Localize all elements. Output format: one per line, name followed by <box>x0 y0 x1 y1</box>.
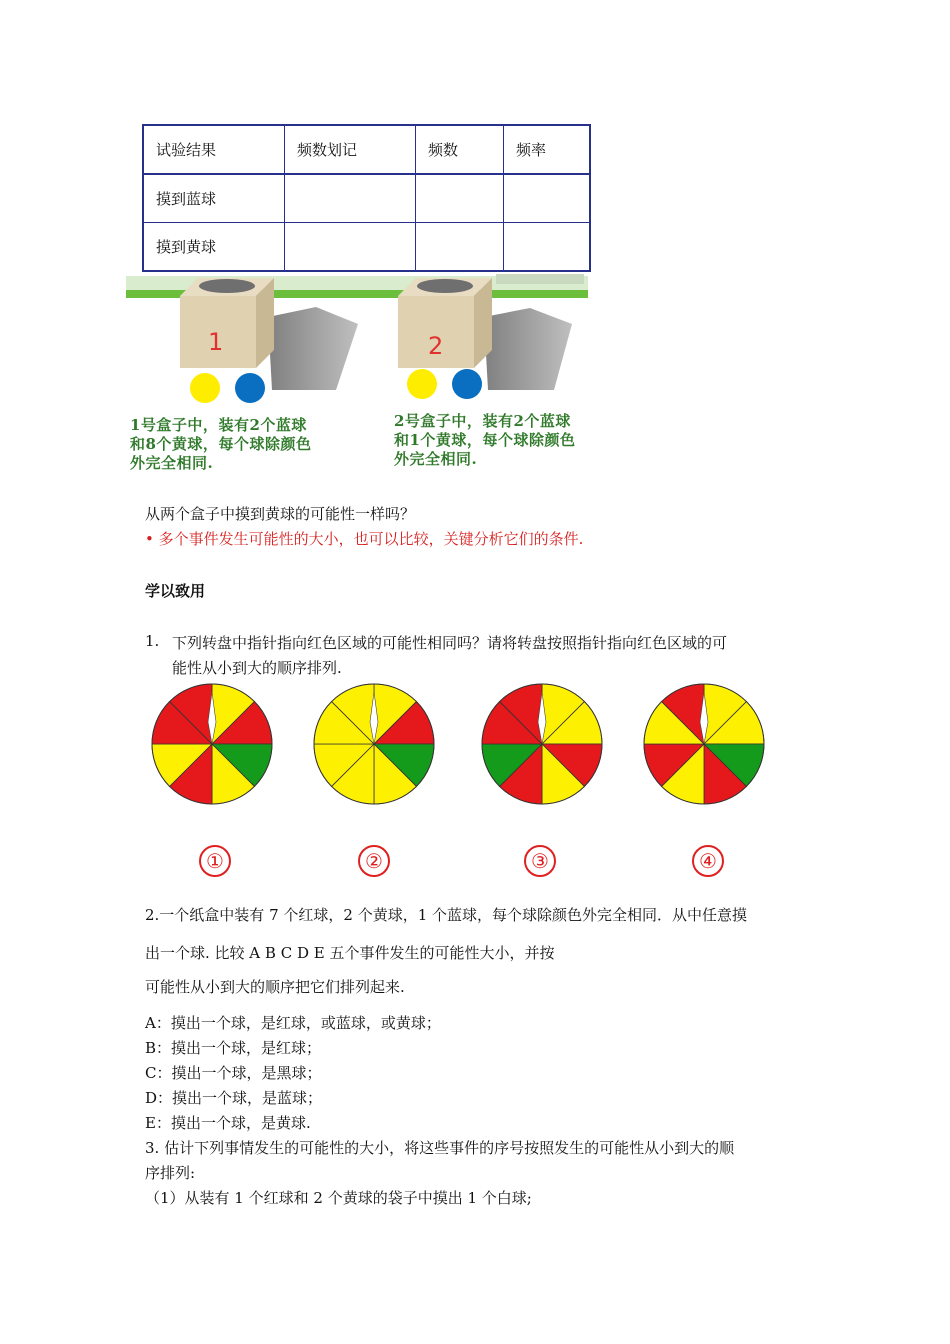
q3-line2: 序排列: <box>145 1164 196 1182</box>
q3-item1: （1）从装有 1 个红球和 2 个黄球的袋子中摸出 1 个白球; <box>145 1189 532 1207</box>
q2-option: E：摸出一个球，是黄球. <box>145 1114 311 1132</box>
table-cell: 摸到蓝球 <box>143 174 285 223</box>
table-cell <box>416 174 504 223</box>
box1-shadow <box>268 307 358 390</box>
caption-line: 外完全相同. <box>394 450 478 468</box>
box1-hole <box>199 279 255 293</box>
table-cell <box>285 174 416 223</box>
spinner-label: ④ <box>692 845 724 877</box>
header-cell: 频率 <box>504 125 591 174</box>
caption-line: 2号盒子中，装有2个蓝球 <box>394 412 571 430</box>
table-row <box>143 174 590 223</box>
blue-ball-icon <box>235 373 265 403</box>
blue-ball-icon <box>452 369 482 399</box>
spinner-label: ① <box>199 845 231 877</box>
caption-line: 和8个黄球，每个球除颜色 <box>130 435 312 453</box>
yellow-ball-icon <box>190 373 220 403</box>
q1-line2: 能性从小到大的顺序排列. <box>172 659 342 677</box>
q2-option: B：摸出一个球，是红球； <box>145 1039 322 1057</box>
experiment-table <box>142 124 591 272</box>
header-cell: 频数 <box>416 125 504 174</box>
spinner-label: ③ <box>524 845 556 877</box>
spinner-3 <box>480 682 604 806</box>
spinner-1 <box>150 682 274 806</box>
table-header-row <box>143 125 590 174</box>
panel-strip <box>496 274 584 284</box>
q2-option: D：摸出一个球，是蓝球； <box>145 1089 323 1107</box>
q2-line1: 2.一个纸盒中装有 7 个红球，2 个黄球，1 个蓝球，每个球除颜色外完全相同．从中任意摸 <box>145 906 748 924</box>
table-cell <box>416 223 504 272</box>
box2-shadow <box>484 308 572 390</box>
header-cell: 试验结果 <box>143 125 285 174</box>
q3-line1: 3. 估计下列事情发生的可能性的大小，将这些事件的序号按照发生的可能性从小到大的顺 <box>145 1139 735 1157</box>
q2-option: A：摸出一个球，是红球，或蓝球，或黄球； <box>145 1014 441 1032</box>
section-title: 学以致用 <box>145 582 206 600</box>
table-cell <box>504 174 591 223</box>
table-row <box>143 223 590 272</box>
box2-number: 2 <box>428 332 444 360</box>
q1-number: 1. <box>145 632 160 650</box>
caption-line: 外完全相同. <box>130 454 214 472</box>
boxes-illustration <box>126 272 588 482</box>
question-main: 从两个盒子中摸到黄球的可能性一样吗？ <box>145 505 416 523</box>
box2-caption <box>394 412 575 469</box>
q1-line1: 下列转盘中指针指向红色区域的可能性相同吗？请将转盘按照指针指向红色区域的可 <box>172 634 728 652</box>
spinner-label: ② <box>358 845 390 877</box>
conclusion-text: • 多个事件发生可能性的大小，也可以比较，关键分析它们的条件. <box>145 530 584 548</box>
q2-option: C：摸出一个球，是黑球； <box>145 1064 322 1082</box>
table-cell: 摸到黄球 <box>143 223 285 272</box>
spinner-2 <box>312 682 436 806</box>
q2-line2: 出一个球. 比较 A B C D E 五个事件发生的可能性大小，并按 <box>145 944 555 962</box>
q2-line3: 可能性从小到大的顺序把它们排列起来. <box>145 978 405 996</box>
box2-hole <box>417 279 473 293</box>
table-cell <box>504 223 591 272</box>
caption-line: 和1个黄球，每个球除颜色 <box>394 431 576 449</box>
spinner-4 <box>642 682 766 806</box>
table-cell <box>285 223 416 272</box>
caption-line: 1号盒子中，装有2个蓝球 <box>130 416 307 434</box>
box1-number: 1 <box>208 328 224 356</box>
yellow-ball-icon <box>407 369 437 399</box>
box1-caption <box>130 416 311 473</box>
header-cell: 频数划记 <box>285 125 416 174</box>
